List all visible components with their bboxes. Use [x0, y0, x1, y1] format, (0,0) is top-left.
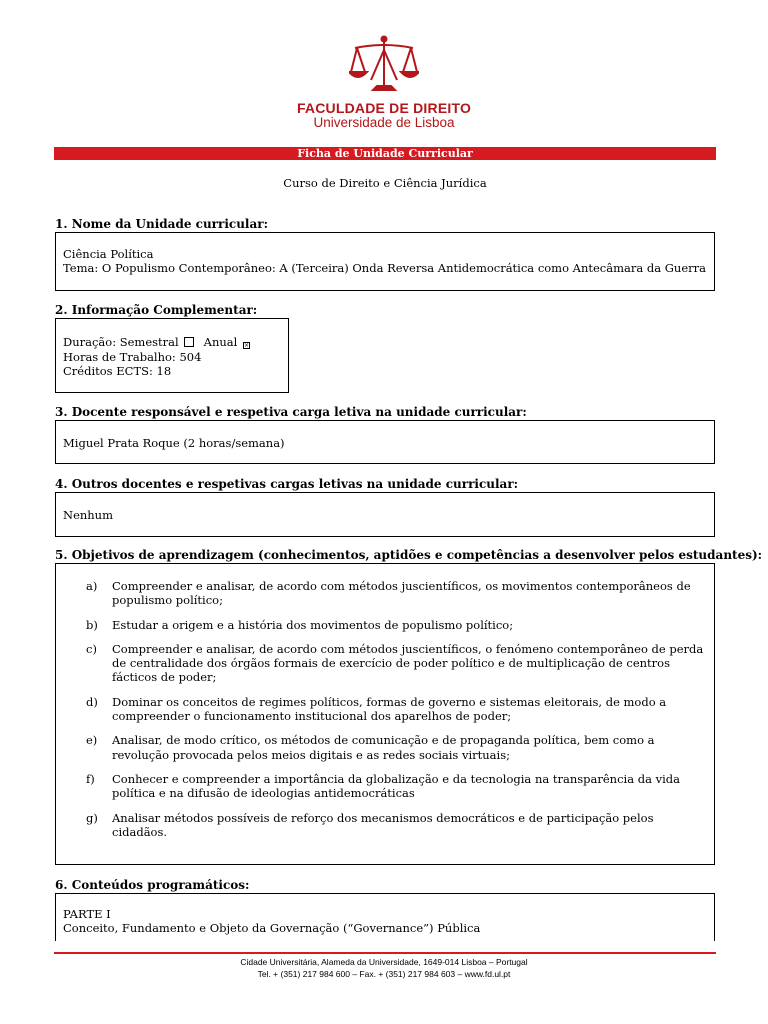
work-hours: Horas de Trabalho: 504	[63, 349, 202, 364]
objective-item: f) Conhecer e compreender a importância da globalização e da tecnologia na transparência da vida política e na difusão de ideologias antidemocráticas	[86, 771, 680, 801]
section4-heading: 4. Outros docentes e respetivas cargas letivas na unidade curricular:	[55, 477, 519, 491]
duration-label: Duração: Semestral	[63, 335, 179, 349]
objectives-list	[58, 579, 704, 839]
objective-item: g) Analisar métodos possíveis de reforço dos mecanismos democráticos e de participação pelos cidadãos.	[86, 810, 654, 839]
ects-credits: Créditos ECTS: 18	[63, 364, 172, 378]
other-teachers: Nenhum	[63, 508, 113, 522]
course-unit-name: Ciência Política	[63, 247, 154, 261]
annual-label: Anual	[203, 335, 238, 349]
section2-box	[55, 318, 289, 393]
annual-checkbox-checked: ×	[243, 342, 249, 349]
program-part: PARTE I	[63, 907, 111, 921]
objective-item: e) Analisar, de modo crítico, os métodos de comunicação e de propaganda política, bem como a revolução provocada pelos meios digitais e as redes sociais virtuais;	[86, 733, 655, 762]
faculty-logo	[0, 34, 768, 130]
section5-heading: 5. Objetivos de aprendizagem (conhecimentos, aptidões e competências a desenvolver pelos estudantes):	[55, 548, 763, 562]
section3-box	[55, 420, 715, 464]
responsible-teacher: Miguel Prata Roque (2 horas/semana)	[63, 436, 285, 450]
section6-box	[55, 893, 715, 941]
objective-item: c) Compreender e analisar, de acordo com métodos juscientíficos, o fenómeno contemporâneo de perda de centralidade dos órgãos formais de exercício de poder político e de multiplicação de centros fácticos de poder;	[86, 641, 704, 685]
section2-heading: 2. Informação Complementar:	[55, 303, 258, 317]
section3-heading: 3. Docente responsável e respetiva carga letiva na unidade curricular:	[55, 405, 527, 419]
semestral-checkbox	[184, 337, 194, 347]
logo-subtitle: Universidade de Lisboa	[313, 115, 455, 130]
objective-item: d) Dominar os conceitos de regimes políticos, formas de governo e sistemas eleitorais, de modo a compreender o funcionamento institucional dos aparelhos de poder;	[86, 694, 667, 724]
objective-item: b) Estudar a origem e a história dos movimentos de populismo político;	[86, 617, 514, 632]
program-topic: Conceito, Fundamento e Objeto da Governação (“Governance”) Pública	[63, 921, 481, 935]
scales-of-justice-icon	[349, 34, 419, 96]
duration-row	[63, 335, 288, 350]
section6-heading: 6. Conteúdos programáticos:	[55, 878, 250, 892]
section1-heading: 1. Nome da Unidade curricular:	[55, 217, 268, 231]
section1-box	[55, 232, 715, 291]
section4-box	[55, 492, 715, 537]
objective-item: a) Compreender e analisar, de acordo com métodos juscientíficos, os movimentos contemporâneos de populismo político;	[86, 579, 691, 608]
section5-box	[55, 563, 715, 865]
logo-title: FACULDADE DE DIREITO	[296, 100, 472, 116]
form-title-bar: Ficha de Unidade Curricular	[54, 147, 716, 160]
course-unit-theme: Tema: O Populismo Contemporâneo: A (Terceira) Onda Reversa Antidemocrática como Antecâmara da Guerra	[63, 261, 706, 275]
footer-divider	[54, 952, 716, 954]
footer-contacts: Tel. + (351) 217 984 600 – Fax. + (351) 217 984 603 – www.fd.ul.pt	[257, 969, 511, 979]
course-name: Curso de Direito e Ciência Jurídica	[283, 176, 487, 190]
footer-address: Cidade Universitária, Alameda da Universidade, 1649-014 Lisboa – Portugal	[240, 957, 528, 967]
